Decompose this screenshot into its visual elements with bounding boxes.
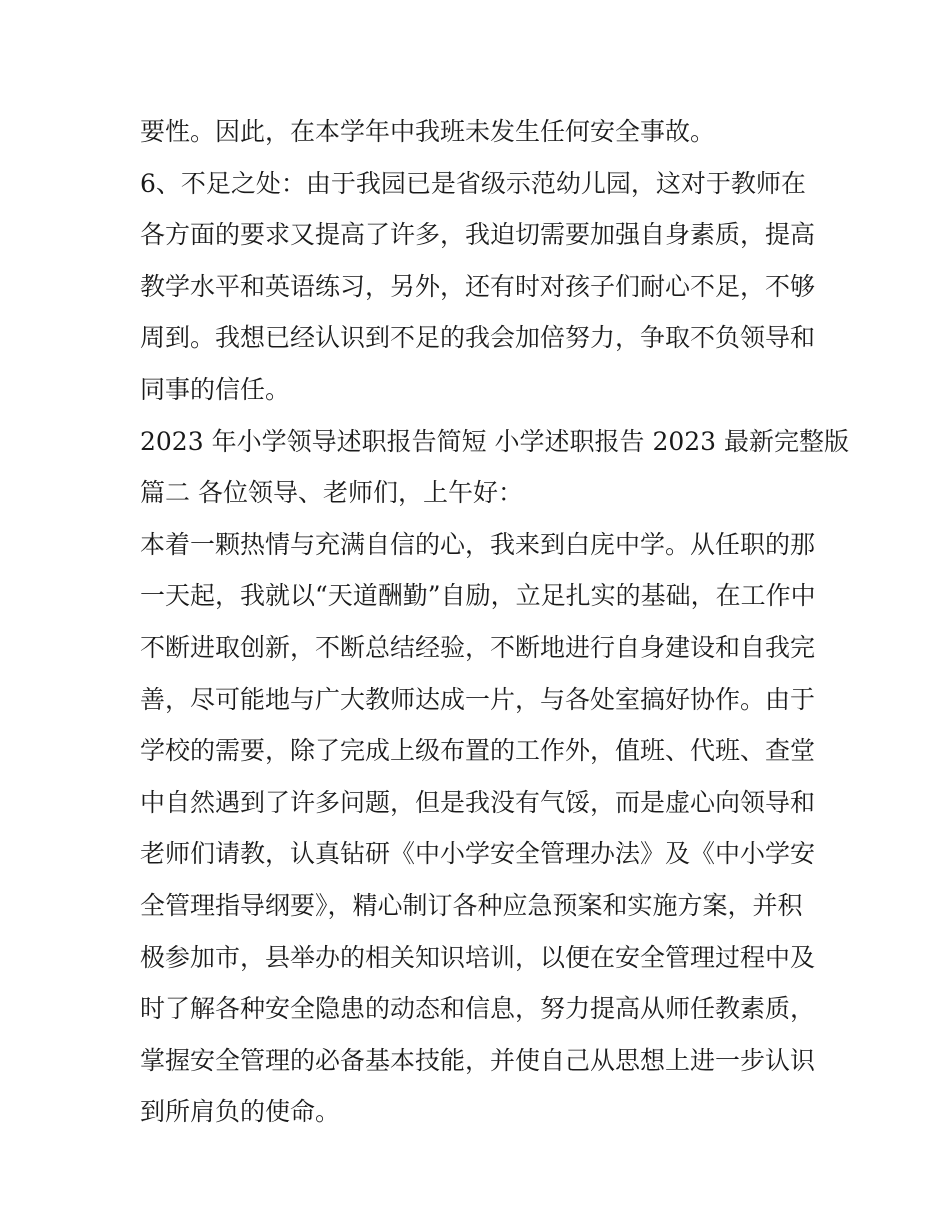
text-line: 中自然遇到了许多问题，但是我没有气馁，而是虚心向领导和 [140,787,816,817]
text-line: 要性。因此，在本学年中我班未发生任何安全事故。 [140,117,716,146]
text-line: 极参加市，县举办的相关知识培训，以便在安全管理过程中及 [140,942,816,972]
text-line: 一天起，我就以“天道酬勤”自励，立足扎实的基础，在工作中 [140,581,816,611]
text-line: 6、不足之处：由于我园已是省级示范幼儿园，这对于教师在 [140,168,806,198]
text-line: 不断进取创新，不断总结经验，不断地进行自身建设和自我完 [140,632,816,662]
document-body [140,106,850,1138]
text-line: 学校的需要，除了完成上级布置的工作外，值班、代班、查堂 [140,736,816,766]
text-line: 教学水平和英语练习，另外，还有时对孩子们耐心不足，不够 [140,271,816,301]
text-line: 掌握安全管理的必备基本技能，并使自己从思想上进一步认识 [140,1045,816,1075]
text-line: 全管理指导纲要》，精心制订各种应急预案和实施方案，并积 [140,890,803,920]
section-title-line: 篇二 各位领导、老师们，上午好： [140,478,523,508]
section-title-line: 2023 年小学领导述职报告简短 小学述职报告 2023 最新完整版 [140,426,850,456]
text-line: 周到。我想已经认识到不足的我会加倍努力，争取不负领导和 [140,323,816,353]
text-line: 老师们请教，认真钻研《中小学安全管理办法》及《中小学安 [140,839,816,869]
text-line: 时了解各种安全隐患的动态和信息，努力提高从师任教素质， [140,994,816,1024]
text-line: 本着一颗热情与充满自信的心，我来到白庑中学。从任职的那 [140,529,816,559]
text-line: 同事的信任。 [140,374,291,404]
text-line: 各方面的要求又提高了许多，我迫切需要加强自身素质，提高 [140,220,816,250]
text-line: 到所肩负的使命。 [140,1097,341,1127]
text-line: 善，尽可能地与广大教师达成一片，与各处室搞好协作。由于 [140,684,816,714]
